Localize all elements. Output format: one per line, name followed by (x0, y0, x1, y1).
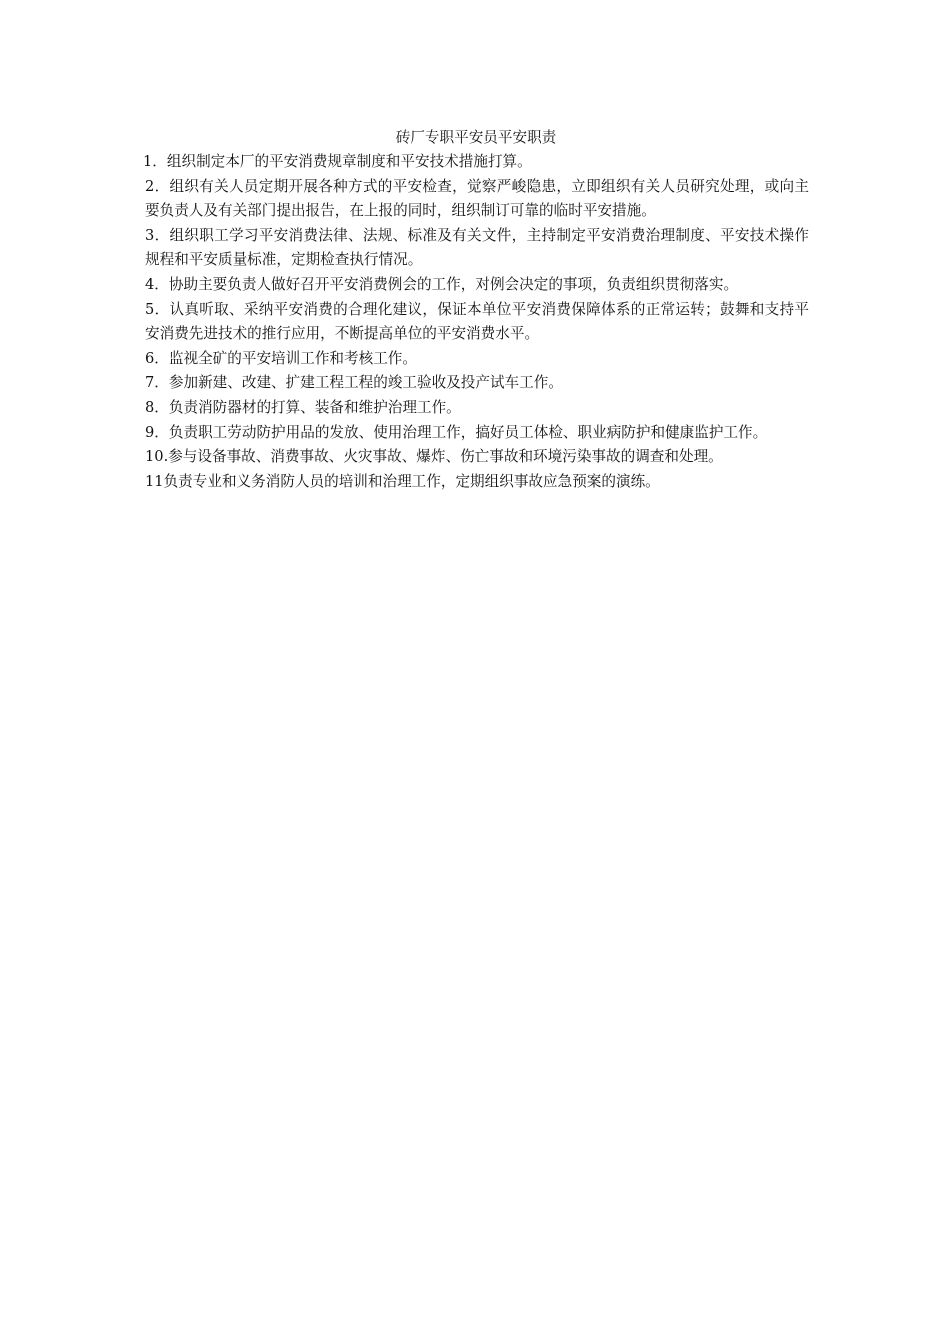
duty-item-6: 6．监视全矿的平安培训工作和考核工作。 (145, 349, 417, 367)
duty-item-9: 9．负责职工劳动防护用品的发放、使用治理工作，搞好员工体检、职业病防护和健康监护工作。 (145, 423, 768, 441)
duty-item-8: 8．负责消防器材的打算、装备和维护治理工作。 (145, 398, 461, 416)
duty-item-2: 2．组织有关人员定期开展各种方式的平安检查，觉察严峻隐患，立即组织有关人员研究处理，或向主要负责人及有关部门提出报告，在上报的同时，组织制订可靠的临时平安措施。 (145, 177, 809, 220)
document-body (143, 126, 809, 494)
duty-item-5: 5．认真听取、采纳平安消费的合理化建议，保证本单位平安消费保障体系的正常运转；鼓舞和支持平安消费先进技术的推行应用，不断提高单位的平安消费水平。 (145, 300, 809, 343)
duty-item-10: 10.参与设备事故、消费事故、火灾事故、爆炸、伤亡事故和环境污染事故的调查和处理。 (145, 448, 723, 466)
duty-item-4: 4．协助主要负责人做好召开平安消费例会的工作，对例会决定的事项，负责组织贯彻落实。 (145, 275, 739, 293)
duty-item-7: 7．参加新建、改建、扩建工程工程的竣工验收及投产试车工作。 (145, 374, 563, 392)
duty-item-3: 3．组织职工学习平安消费法律、法规、标准及有关文件，主持制定平安消费治理制度、平安技术操作规程和平安质量标准，定期检查执行情况。 (145, 226, 809, 269)
duty-item-11: 11负责专业和义务消防人员的培训和治理工作，定期组织事故应急预案的演练。 (145, 472, 660, 490)
duty-item-1: 1．组织制定本厂的平安消费规章制度和平安技术措施打算。 (143, 153, 532, 170)
document-title: 砖厂专职平安员平安职责 (395, 129, 557, 146)
